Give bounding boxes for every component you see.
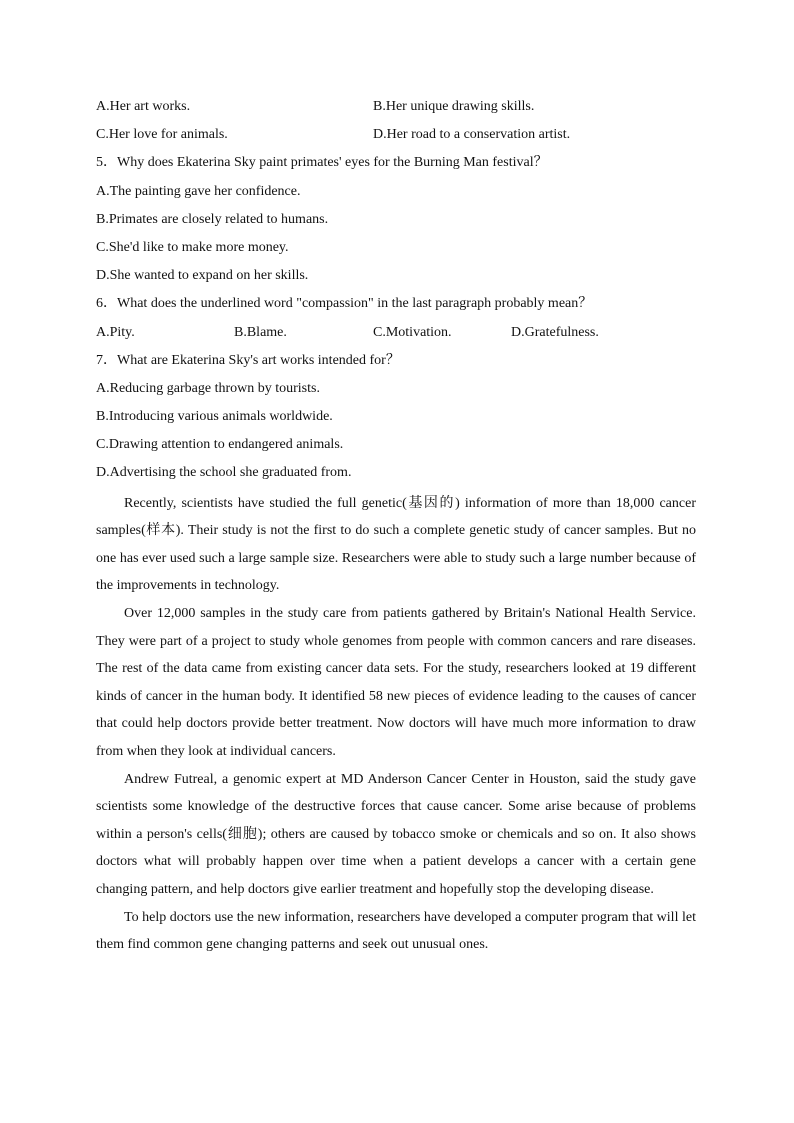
q5-question: 5．Why does Ekaterina Sky paint primates' eyes for the Burning Man festival？ <box>96 155 548 171</box>
document-content <box>96 93 696 959</box>
passage-paragraph-3: Andrew Futreal, a genomic expert at MD Anderson Cancer Center in Houston, said the study gave scientists some knowledge of the destructive forces that cause cancer. Some arise because of problems within a person's cells(细胞); others are caused by tobacco smoke or chemicals and so on. It also shows doctors what will probably happen over time when a patient develops a cancer with a certain gene changing pattern, and help doctors give earlier treatment and hopefully stop the developing disease. <box>96 771 696 897</box>
q7-option-b[interactable]: B.Introducing various animals worldwide. <box>96 409 333 425</box>
q6-option-d[interactable]: D.Gratefulness. <box>511 324 599 340</box>
q4-option-b[interactable]: B.Her unique drawing skills. <box>373 99 535 114</box>
q5-option-a[interactable]: A.The painting gave her confidence. <box>96 183 301 199</box>
q6-option-b[interactable]: B.Blame. <box>234 324 287 340</box>
q7-question: 7．What are Ekaterina Sky's art works intended for？ <box>96 352 400 368</box>
passage-paragraph-1: Recently, scientists have studied the full genetic(基因的) information of more than 18,000 cancer samples(样本). Their study is not the first to do such a complete genetic study of cancer samples. But no one has ever used such a large sample size. Researchers were able to study such a large number because of the improvements in technology. <box>96 495 696 594</box>
q6-options-row <box>96 319 696 347</box>
q4-option-c[interactable]: C.Her love for animals. <box>96 127 228 143</box>
passage-paragraph-4: To help doctors use the new information, researchers have developed a computer program that will let them find common gene changing patterns and seek out unusual ones. <box>96 909 696 953</box>
q7-option-c[interactable]: C.Drawing attention to endangered animals. <box>96 437 344 453</box>
q4-options-row-1 <box>96 93 696 121</box>
q4-options-row-2 <box>96 121 696 149</box>
q5-option-c[interactable]: C.She'd like to make more money. <box>96 239 289 255</box>
q6-option-a[interactable]: A.Pity. <box>96 324 135 340</box>
q4-option-a[interactable]: A.Her art works. <box>96 99 191 114</box>
q6-option-c[interactable]: C.Motivation. <box>373 324 452 340</box>
q6-question: 6．What does the underlined word "compassion" in the last paragraph probably mean？ <box>96 296 593 312</box>
q7-option-d[interactable]: D.Advertising the school she graduated from. <box>96 465 352 481</box>
q5-option-d[interactable]: D.She wanted to expand on her skills. <box>96 268 309 284</box>
q7-option-a[interactable]: A.Reducing garbage thrown by tourists. <box>96 380 320 396</box>
q5-option-b[interactable]: B.Primates are closely related to humans. <box>96 211 329 227</box>
passage-paragraph-2: Over 12,000 samples in the study care from patients gathered by Britain's National Health Service. They were part of a project to study whole genomes from people with common cancers and rare diseases. The rest of the data came from existing cancer data sets. For the study, researchers looked at 19 different kinds of cancer in the human body. It identified 58 new pieces of evidence leading to the causes of cancer that could help doctors provide better treatment. Now doctors will have much more information to draw from when they look at individual cancers. <box>96 606 696 759</box>
q4-option-d[interactable]: D.Her road to a conservation artist. <box>373 127 571 143</box>
